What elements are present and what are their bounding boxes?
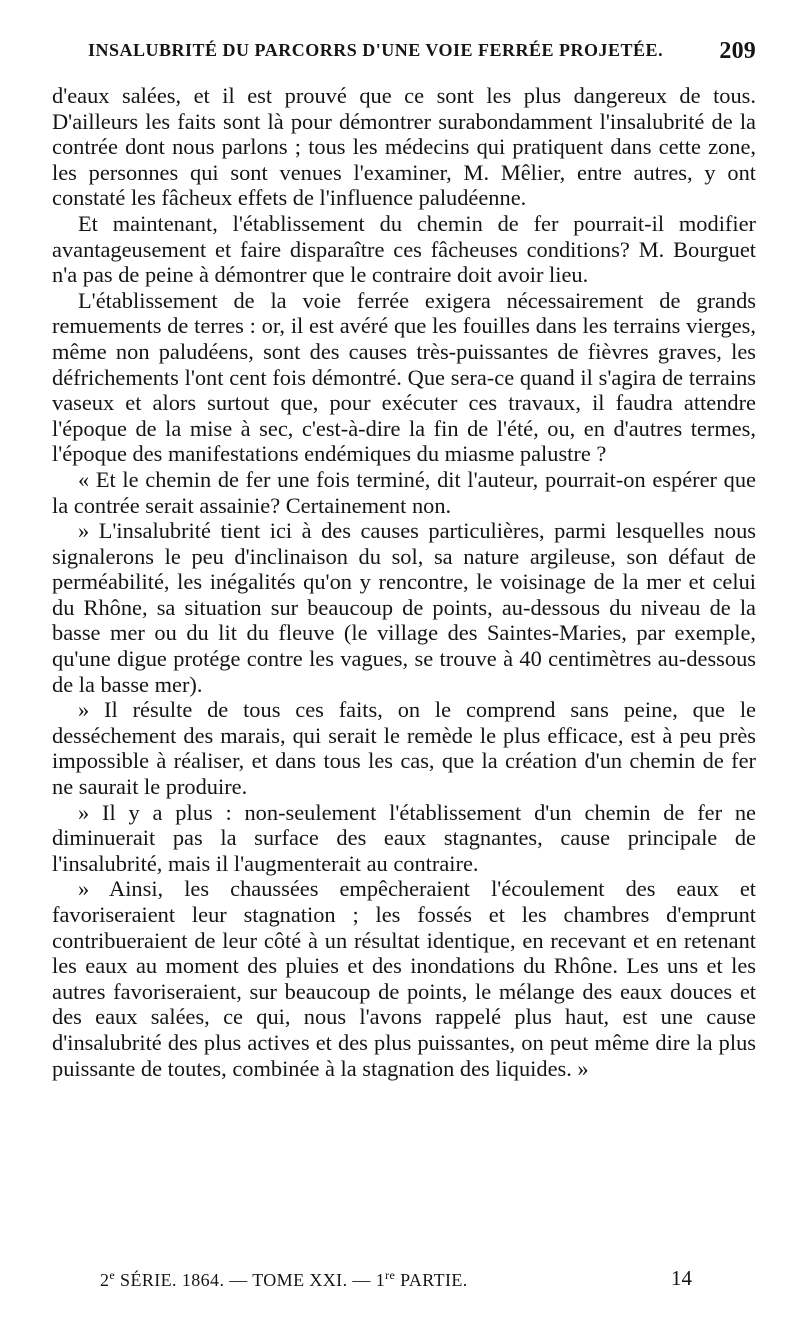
paragraph: » Il y a plus : non-seulement l'établissement d'un chemin de fer ne diminuerait pas la surface des eaux stagnantes, cause principale de l'insalubrité, mais il l'augmenterait au contraire. <box>52 799 756 876</box>
series-signature <box>100 1268 468 1291</box>
paragraph: Et maintenant, l'établissement du chemin de fer pourrait-il modifier avantageusement et faire disparaître ces fâcheuses conditions? M. Bourguet n'a pas de peine à démontrer que le contraire doit avoir lieu. <box>52 210 756 288</box>
paragraph: « Et le chemin de fer une fois terminé, dit l'auteur, pourrait-on espérer que la contrée serait assainie? Certainement non. <box>52 466 756 518</box>
part-superscript: re <box>385 1268 396 1282</box>
part-text: PARTIE. <box>395 1270 468 1290</box>
page-number: 209 <box>719 38 756 64</box>
series-number: 2 <box>100 1270 110 1290</box>
part-number: 1 <box>375 1270 386 1290</box>
running-header <box>52 38 756 72</box>
body-text <box>52 83 756 1081</box>
document-page <box>52 38 756 1290</box>
page-footer <box>52 1268 756 1298</box>
sheet-number: 14 <box>671 1266 692 1290</box>
paragraph: » Ainsi, les chaussées empêcheraient l'écoulement des eaux et favoriseraient leur stagnation ; les fossés et les chambres d'emprunt contribueraient de leur côté à un résultat identique, en recevant et en retenant les eaux au moment des pluies et des inondations du Rhône. Les uns et les autres favoriseraient, sur beaucoup de points, le mélange des eaux douces et des eaux salées, ce qui, nous l'avons rappelé plus haut, est une cause d'insalubrité des plus actives et des plus puissantes, on peut même dire la plus puissante de toutes, combinée à la stagnation des liquides. » <box>52 876 756 1081</box>
paragraph: » Il résulte de tous ces faits, on le comprend sans peine, que le desséchement des marais, qui serait le remède le plus efficace, est à peu près impossible à réaliser, et dans tous les cas, que la création d'un chemin de fer ne saurait le produire. <box>52 697 756 800</box>
running-title: INSALUBRITÉ DU PARCORRS D'UNE VOIE FERRÉE PROJETÉE. <box>88 40 664 60</box>
paragraph: L'établissement de la voie ferrée exigera nécessairement de grands remuements de terres : or, il est avéré que les fouilles dans les terrains vierges, même non paludéens, sont des causes très-puissantes de fièvres graves, les défrichements l'ont cent fois démontré. Que sera-ce quand il s'agira de terrains vaseux et alors surtout que, pour exécuter ces travaux, il faudra attendre l'époque de la mise à sec, c'est-à-dire la fin de l'été, ou, en d'autres termes, l'époque des manifestations endémiques du miasme palustre ? <box>52 287 756 467</box>
paragraph-continuation: d'eaux salées, et il est prouvé que ce sont les plus dangereux de tous. D'ailleurs les faits sont là pour démontrer surabondamment l'insalubrité de la contrée dont nous parlons ; tous les médecins qui pratiquent dans cette zone, les personnes qui sont venues l'examiner, M. Mêlier, entre autres, y ont constaté les fâcheux effets de l'influence paludéenne. <box>52 83 756 211</box>
series-text: SÉRIE. 1864. — TOME XXI. — <box>115 1270 376 1290</box>
series-superscript: e <box>109 1268 116 1282</box>
paragraph: » L'insalubrité tient ici à des causes particulières, parmi lesquelles nous signalerons le peu d'inclinaison du sol, sa nature argileuse, son défaut de perméabilité, les inégalités qu'on y rencontre, le voisinage de la mer et celui du Rhône, sa situation sur beaucoup de points, au-dessous du niveau de la basse mer ou du lit du fleuve (le village des Saintes-Maries, par exemple, qu'une digue protége contre les vagues, se trouve à 40 centimètres au-dessous de la basse mer). <box>52 518 756 697</box>
